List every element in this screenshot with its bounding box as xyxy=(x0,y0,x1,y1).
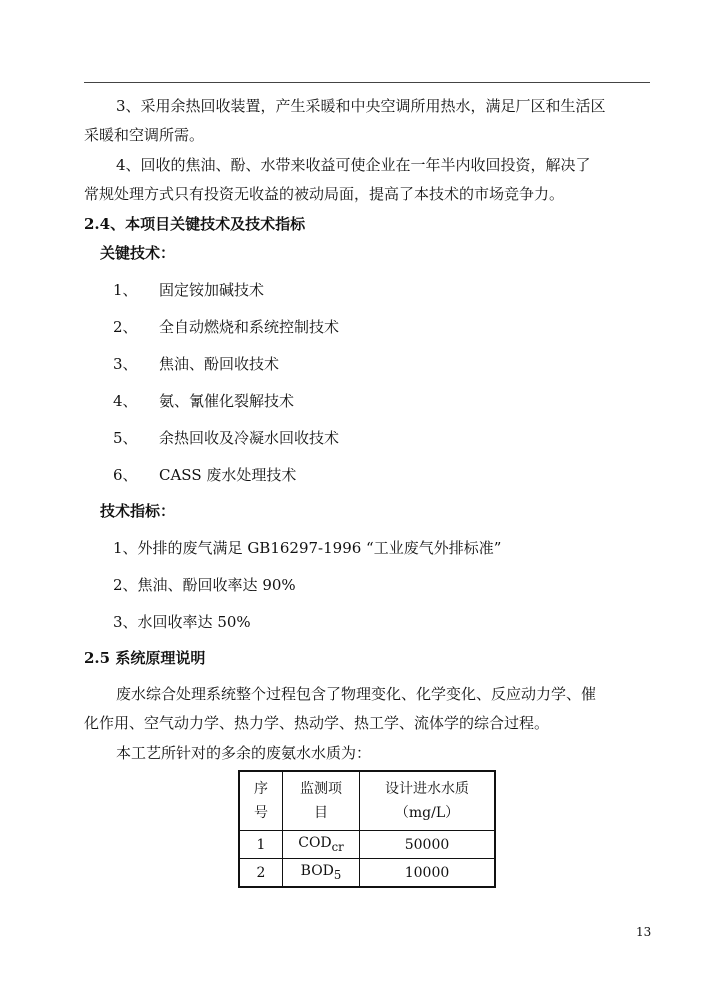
indicator-item xyxy=(113,612,251,632)
table-row xyxy=(239,859,495,888)
header-no-line-1: 序 xyxy=(254,781,268,797)
key-tech-item xyxy=(113,465,296,485)
indicator-item xyxy=(113,538,501,558)
cell-no: 1 xyxy=(239,831,283,859)
header-cell-no xyxy=(239,771,283,831)
key-tech-text: 余热回收及冷凝水回收技术 xyxy=(159,429,340,447)
cell-value: 10000 xyxy=(360,859,496,888)
table-header-row xyxy=(239,771,495,831)
key-tech-text: 氨、氰催化裂解技术 xyxy=(159,392,295,410)
water-quality-table xyxy=(238,770,496,888)
key-tech-num: 6、 xyxy=(113,466,138,484)
table-intro: 本工艺所针对的多余的废氨水水质为： xyxy=(116,744,372,762)
header-rule xyxy=(84,82,650,83)
key-tech-num: 4、 xyxy=(113,392,138,410)
cell-item-text: COD xyxy=(298,835,332,852)
paragraph-3-line-2: 采暖和空调所需。 xyxy=(84,126,205,144)
header-cell-item xyxy=(283,771,360,831)
key-tech-label: 关键技术： xyxy=(100,244,176,262)
indicator-item xyxy=(113,575,296,595)
cell-item-text: BOD xyxy=(300,863,334,880)
indicator-text: 外排的废气满足 GB16297-1996 “工业废气外排标准” xyxy=(137,539,502,557)
key-tech-num: 3、 xyxy=(113,355,138,373)
key-tech-item xyxy=(113,391,294,411)
key-tech-num: 1、 xyxy=(113,281,138,299)
header-item-line-2: 目 xyxy=(314,805,328,821)
cell-value: 50000 xyxy=(360,831,496,859)
header-item-line-1: 监测项 xyxy=(300,781,342,797)
key-tech-num: 5、 xyxy=(113,429,138,447)
key-tech-text: 全自动燃烧和系统控制技术 xyxy=(159,318,340,336)
section-2-5-body-line-1: 废水综合处理系统整个过程包含了物理变化、化学变化、反应动力学、催 xyxy=(116,685,597,703)
key-tech-item xyxy=(113,280,264,300)
key-tech-text: 焦油、酚回收技术 xyxy=(159,355,280,373)
header-no-line-2: 号 xyxy=(254,805,268,821)
key-tech-num: 2、 xyxy=(113,318,138,336)
cell-item-subscript: 5 xyxy=(333,867,342,882)
section-2-5-body-line-2: 化作用、空气动力学、热力学、热动学、热工学、流体学的综合过程。 xyxy=(84,714,550,732)
indicator-num: 2、 xyxy=(113,576,138,594)
header-cell-quality xyxy=(360,771,496,831)
indicator-num: 3、 xyxy=(113,613,138,631)
key-tech-item xyxy=(113,317,339,337)
indicator-text: 水回收率达 50% xyxy=(137,613,251,631)
paragraph-4-line-2: 常规处理方式只有投资无收益的被动局面，提高了本技术的市场竞争力。 xyxy=(84,185,565,203)
key-tech-item xyxy=(113,354,279,374)
section-2-4-heading: 2.4、本项目关键技术及技术指标 xyxy=(84,215,306,233)
table-row xyxy=(239,831,495,859)
cell-item xyxy=(283,831,360,859)
section-2-5-heading: 2.5 系统原理说明 xyxy=(84,649,206,667)
indicator-num: 1、 xyxy=(113,539,138,557)
key-tech-item xyxy=(113,428,339,448)
paragraph-4-line-1: 4、回收的焦油、酚、水带来收益可使企业在一年半内收回投资，解决了 xyxy=(116,156,591,174)
key-tech-text: CASS 废水处理技术 xyxy=(159,466,297,484)
key-tech-text: 固定铵加碱技术 xyxy=(159,281,265,299)
header-quality-line-1: 设计进水水质 xyxy=(385,781,469,797)
header-quality-line-2: （mg/L） xyxy=(394,805,460,821)
page-number: 13 xyxy=(636,925,652,939)
indicators-label: 技术指标： xyxy=(100,502,176,520)
cell-item xyxy=(283,859,360,888)
cell-item-subscript: cr xyxy=(331,839,344,854)
indicator-text: 焦油、酚回收率达 90% xyxy=(137,576,296,594)
paragraph-3-line-1: 3、采用余热回收装置，产生采暖和中央空调所用热水，满足厂区和生活区 xyxy=(116,97,606,115)
cell-no: 2 xyxy=(239,859,283,888)
